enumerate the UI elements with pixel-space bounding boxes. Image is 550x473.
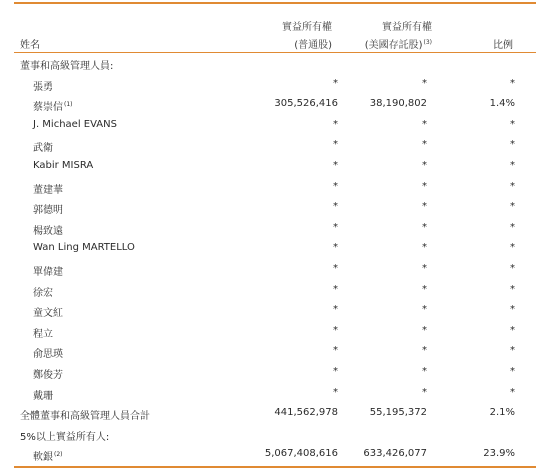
ordinary-shares-cell: *: [333, 283, 338, 295]
table-row: [0, 181, 550, 201]
ads-cell: *: [422, 263, 427, 274]
ordinary-shares-cell: *: [333, 263, 338, 274]
ads-cell: *: [422, 324, 427, 336]
percent-cell: *: [510, 366, 515, 377]
ordinary-shares-cell: *: [333, 304, 338, 316]
table-row: [0, 222, 550, 242]
percent-cell: *: [510, 77, 515, 89]
ordinary-shares-cell: *: [333, 345, 338, 357]
row-name: 鄭俊芳: [33, 370, 63, 381]
col-ordinary-title: 實益所有權: [282, 22, 332, 33]
row-name: 楊致遠: [33, 225, 63, 237]
row-name: 蔡崇信$^{(1)}$: [33, 101, 73, 114]
header-rule: [14, 52, 536, 53]
row-name: J. Michael EVANS: [33, 118, 117, 130]
table-row: [0, 387, 550, 407]
table-row: [0, 98, 550, 118]
ads-cell: *: [422, 139, 427, 151]
ads-cell: 38,190,802: [369, 98, 427, 110]
table-row: [0, 201, 550, 221]
ads-cell: *: [422, 304, 427, 316]
ordinary-shares-cell: *: [333, 118, 338, 130]
ordinary-shares-cell: *: [333, 324, 338, 336]
row-name: 武衛: [33, 143, 53, 155]
ordinary-shares-cell: *: [333, 221, 338, 233]
ads-cell: *: [422, 386, 427, 398]
row-name: 俞思瑛: [33, 349, 63, 361]
ads-cell: *: [422, 366, 427, 377]
table-row: [0, 304, 550, 324]
ordinary-shares-cell: 441,562,978: [274, 407, 338, 419]
col-ads-subtitle: (美國存託股)$^{(3)}$: [364, 39, 432, 51]
row-name: 徐宏: [33, 287, 53, 299]
percent-cell: *: [510, 386, 515, 398]
table-row: [0, 366, 550, 386]
ads-cell: *: [422, 77, 427, 89]
ordinary-shares-cell: 305,526,416: [274, 98, 338, 110]
ads-cell: *: [422, 180, 427, 192]
row-name: 程立: [33, 328, 53, 340]
ordinary-shares-cell: *: [333, 366, 338, 377]
table-row: [0, 263, 550, 283]
percent-cell: *: [510, 324, 515, 336]
row-name: 董事和高級管理人員:: [20, 61, 114, 72]
ordinary-shares-cell: *: [333, 160, 338, 171]
percent-cell: 2.1%: [489, 407, 515, 419]
col-name-header: 姓名: [20, 40, 40, 51]
percent-cell: 1.4%: [489, 98, 515, 110]
row-name: 張勇: [33, 81, 53, 93]
ads-cell: 55,195,372: [369, 407, 427, 419]
percent-cell: *: [510, 242, 515, 254]
footnote-marker: (2): [54, 451, 63, 459]
footnote-marker: (1): [64, 101, 73, 109]
percent-cell: *: [510, 345, 515, 357]
ads-cell: *: [422, 283, 427, 295]
percent-cell: *: [510, 160, 515, 171]
col-ads-title: 實益所有權: [382, 22, 432, 33]
ads-cell: *: [422, 201, 427, 213]
row-name: 童文紅: [33, 308, 63, 320]
row-name: 董建華: [33, 184, 63, 196]
percent-cell: *: [510, 180, 515, 192]
table-row: [0, 57, 550, 77]
ads-cell: *: [422, 118, 427, 130]
ads-cell: 633,426,077: [363, 448, 427, 460]
row-name: 戴珊: [33, 390, 53, 402]
bottom-rule: [14, 466, 536, 468]
ads-cell: *: [422, 242, 427, 254]
percent-cell: *: [510, 201, 515, 213]
table-row: [0, 345, 550, 365]
row-name: 郭德明: [33, 205, 63, 217]
ordinary-shares-cell: *: [333, 77, 338, 89]
row-name: 軟銀$^{(2)}$: [33, 451, 63, 464]
ads-cell: *: [422, 221, 427, 233]
ordinary-shares-cell: *: [333, 201, 338, 213]
table-row: [0, 160, 550, 180]
percent-cell: *: [510, 304, 515, 316]
percent-cell: *: [510, 221, 515, 233]
row-name: 單偉建: [33, 267, 63, 278]
table-row: [0, 139, 550, 159]
percent-cell: *: [510, 118, 515, 130]
ads-cell: *: [422, 345, 427, 357]
col-ratio-header: 比例: [493, 40, 513, 51]
ordinary-shares-cell: *: [333, 180, 338, 192]
row-name: 全體董事和高級管理人員合計: [20, 411, 150, 423]
top-rule: [14, 2, 536, 4]
table-row: [0, 325, 550, 345]
col-ordinary-subtitle: (普通股): [294, 40, 332, 51]
percent-cell: *: [510, 283, 515, 295]
table-row: [0, 242, 550, 262]
table-row: [0, 428, 550, 448]
table-row: [0, 284, 550, 304]
row-name: Wan Ling MARTELLO: [33, 242, 135, 254]
row-name: Kabir MISRA: [33, 160, 94, 171]
ordinary-shares-cell: *: [333, 139, 338, 151]
table-row: [0, 407, 550, 427]
percent-cell: 23.9%: [483, 448, 515, 460]
ordinary-shares-cell: *: [333, 242, 338, 254]
percent-cell: *: [510, 139, 515, 151]
ordinary-shares-cell: 5,067,408,616: [264, 448, 338, 460]
ads-cell: *: [422, 160, 427, 171]
percent-cell: *: [510, 263, 515, 274]
table-row: [0, 119, 550, 139]
row-name: 5%以上實益所有人:: [20, 431, 110, 443]
ordinary-shares-cell: *: [333, 386, 338, 398]
table-row: [0, 78, 550, 98]
